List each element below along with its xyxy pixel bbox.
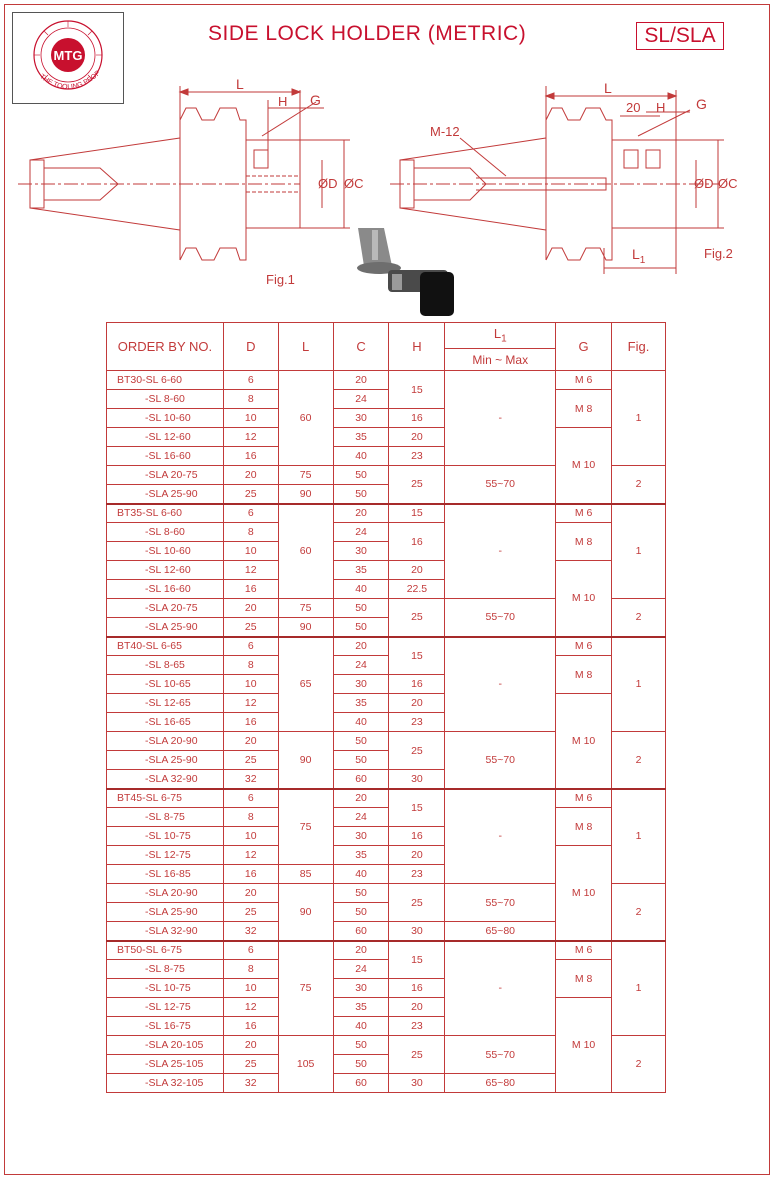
cell-order: -SL 12-65 [107,694,224,713]
cell-d: 6 [223,504,278,523]
cell-d: 6 [223,941,278,960]
cell-order: -SLA 20-105 [107,1036,224,1055]
cell-d: 20 [223,466,278,485]
cell-c: 50 [333,884,389,903]
cell-fig: 2 [612,732,666,789]
cell-l1: 65~80 [445,1074,556,1093]
cell-h: 15 [389,371,445,409]
cell-h: 20 [389,998,445,1017]
table-row [107,523,666,542]
cell-d: 8 [223,656,278,675]
spec-table [106,322,666,1093]
cell-d: 8 [223,390,278,409]
table-header-row [107,323,666,371]
fig2-dim-M12: M-12 [430,124,460,139]
cell-order: -SLA 20-90 [107,884,224,903]
cell-fig: 1 [612,504,666,599]
cell-order: -SL 8-75 [107,960,224,979]
cell-c: 20 [333,504,389,523]
cell-l: 75 [278,789,333,865]
cell-d: 8 [223,960,278,979]
cell-g: M 8 [556,960,612,998]
svg-text:THE TOOLING PEOPLE: THE TOOLING PEOP [38,69,102,92]
cell-d: 10 [223,409,278,428]
cell-c: 35 [333,694,389,713]
cell-order: -SLA 25-90 [107,903,224,922]
cell-d: 20 [223,1036,278,1055]
fig2-dim-L: L [604,80,612,96]
cell-d: 12 [223,428,278,447]
cell-c: 40 [333,447,389,466]
cell-h: 25 [389,884,445,922]
cell-g: M 8 [556,656,612,694]
cell-d: 12 [223,998,278,1017]
cell-c: 50 [333,732,389,751]
cell-c: 35 [333,428,389,447]
cell-c: 60 [333,922,389,941]
cell-c: 40 [333,1017,389,1036]
cell-c: 50 [333,618,389,637]
cell-order: -SLA 25-90 [107,751,224,770]
fig1-dim-L: L [236,76,244,92]
cell-h: 20 [389,694,445,713]
cell-g: M 8 [556,523,612,561]
cell-order: -SL 16-65 [107,713,224,732]
cell-c: 20 [333,789,389,808]
table-row [107,808,666,827]
cell-h: 16 [389,675,445,694]
cell-d: 16 [223,1017,278,1036]
cell-order: -SL 16-60 [107,447,224,466]
cell-c: 30 [333,979,389,998]
cell-l1: - [445,941,556,1036]
cell-fig: 2 [612,466,666,504]
cell-d: 16 [223,713,278,732]
cell-l: 90 [278,618,333,637]
cell-c: 24 [333,523,389,542]
fig2-dim-G: G [696,96,707,112]
cell-order: -SL 8-75 [107,808,224,827]
cell-g: M 6 [556,504,612,523]
spec-table-body [107,371,666,1093]
cell-c: 60 [333,770,389,789]
cell-c: 35 [333,998,389,1017]
cell-c: 50 [333,485,389,504]
cell-d: 25 [223,1055,278,1074]
cell-c: 50 [333,466,389,485]
fig1-drawing [18,86,350,260]
cell-d: 32 [223,922,278,941]
cell-g: M 8 [556,808,612,846]
cell-c: 24 [333,808,389,827]
cell-d: 6 [223,789,278,808]
cell-order: BT35-SL 6-60 [107,504,224,523]
table-row [107,390,666,409]
cell-c: 50 [333,751,389,770]
cell-g: M 10 [556,561,612,637]
cell-g: M 10 [556,846,612,941]
fig1-dim-G: G [310,92,321,108]
technical-drawings [0,0,776,320]
cell-d: 10 [223,827,278,846]
table-row [107,960,666,979]
cell-l: 75 [278,466,333,485]
cell-fig: 1 [612,941,666,1036]
cell-order: -SL 8-65 [107,656,224,675]
cell-d: 12 [223,846,278,865]
cell-c: 60 [333,1074,389,1093]
cell-c: 24 [333,960,389,979]
cell-l1: - [445,371,556,466]
table-row [107,561,666,580]
cell-d: 32 [223,1074,278,1093]
cell-c: 50 [333,1036,389,1055]
cell-h: 16 [389,827,445,846]
cell-l: 65 [278,637,333,732]
cell-d: 16 [223,447,278,466]
cell-c: 20 [333,371,389,390]
table-row [107,637,666,656]
cell-fig: 1 [612,371,666,466]
cell-c: 30 [333,409,389,428]
col-h: H [389,323,445,371]
cell-h: 22.5 [389,580,445,599]
cell-c: 50 [333,1055,389,1074]
table-row [107,998,666,1017]
col-d: D [223,323,278,371]
cell-g: M 10 [556,694,612,789]
cell-c: 20 [333,637,389,656]
cell-h: 23 [389,865,445,884]
cell-d: 6 [223,371,278,390]
product-code-badge: SL/SLA [636,22,724,50]
cell-h: 23 [389,447,445,466]
cell-g: M 8 [556,390,612,428]
cell-l1: 55~70 [445,884,556,922]
cell-fig: 2 [612,1036,666,1093]
cell-d: 8 [223,808,278,827]
table-row [107,941,666,960]
cell-h: 16 [389,979,445,998]
cell-order: -SLA 25-90 [107,485,224,504]
cell-h: 20 [389,428,445,447]
cell-order: -SL 10-75 [107,979,224,998]
holder-photo [357,228,454,316]
cell-d: 6 [223,637,278,656]
col-l: L [278,323,333,371]
cell-h: 25 [389,732,445,770]
cell-order: BT45-SL 6-75 [107,789,224,808]
fig2-dim-L1: $L_1$ [632,246,646,266]
cell-order: -SL 12-75 [107,998,224,1017]
cell-order: BT50-SL 6-75 [107,941,224,960]
cell-c: 40 [333,713,389,732]
cell-h: 20 [389,561,445,580]
cell-d: 16 [223,580,278,599]
cell-order: -SLA 20-75 [107,599,224,618]
fig2-label: Fig.2 [704,246,733,261]
cell-d: 12 [223,561,278,580]
cell-h: 20 [389,846,445,865]
page-title: SIDE LOCK HOLDER (METRIC) [208,22,527,45]
cell-fig: 1 [612,789,666,884]
col-l1: $L_1$ Min ~ Max [445,323,556,371]
table-row [107,789,666,808]
cell-h: 15 [389,789,445,827]
col-order: ORDER BY NO. [107,323,224,371]
cell-g: M 10 [556,998,612,1093]
cell-h: 23 [389,713,445,732]
cell-c: 20 [333,941,389,960]
cell-c: 30 [333,827,389,846]
cell-l: 90 [278,732,333,789]
fig1-dim-D: ØD [318,176,338,191]
cell-g: M 10 [556,428,612,504]
cell-h: 15 [389,637,445,675]
cell-l1: - [445,504,556,599]
cell-d: 20 [223,732,278,751]
cell-g: M 6 [556,371,612,390]
cell-d: 10 [223,675,278,694]
table-row [107,428,666,447]
cell-c: 24 [333,656,389,675]
fig2-dim-C: ØC [718,176,738,191]
fig2-drawing [390,86,724,274]
cell-d: 25 [223,751,278,770]
cell-order: -SL 10-60 [107,409,224,428]
cell-order: -SLA 32-90 [107,922,224,941]
cell-l1: - [445,789,556,884]
cell-c: 24 [333,390,389,409]
cell-h: 30 [389,922,445,941]
cell-order: -SLA 32-90 [107,770,224,789]
cell-order: -SL 10-60 [107,542,224,561]
cell-d: 8 [223,523,278,542]
cell-g: M 6 [556,941,612,960]
cell-order: -SLA 20-75 [107,466,224,485]
cell-order: -SL 12-60 [107,428,224,447]
cell-d: 10 [223,979,278,998]
cell-order: -SLA 25-90 [107,618,224,637]
cell-d: 20 [223,599,278,618]
cell-order: -SLA 20-90 [107,732,224,751]
cell-l1: 55~70 [445,466,556,504]
cell-l1: - [445,637,556,732]
cell-fig: 2 [612,599,666,637]
cell-order: -SLA 32-105 [107,1074,224,1093]
cell-c: 40 [333,865,389,884]
cell-d: 12 [223,694,278,713]
cell-h: 16 [389,409,445,428]
cell-order: -SL 8-60 [107,390,224,409]
table-row [107,846,666,865]
cell-order: -SL 16-85 [107,865,224,884]
cell-h: 25 [389,466,445,504]
cell-fig: 1 [612,637,666,732]
cell-order: -SL 8-60 [107,523,224,542]
cell-d: 25 [223,618,278,637]
cell-h: 23 [389,1017,445,1036]
cell-order: -SL 16-60 [107,580,224,599]
table-row [107,504,666,523]
table-row [107,656,666,675]
cell-h: 15 [389,941,445,979]
col-g: G [556,323,612,371]
cell-d: 25 [223,903,278,922]
cell-c: 30 [333,675,389,694]
cell-order: -SL 10-75 [107,827,224,846]
fig2-dim-20: 20 [626,100,641,115]
cell-l1: 55~70 [445,1036,556,1074]
cell-c: 40 [333,580,389,599]
cell-order: BT40-SL 6-65 [107,637,224,656]
cell-order: -SLA 25-105 [107,1055,224,1074]
cell-order: -SL 12-60 [107,561,224,580]
cell-l: 90 [278,884,333,941]
col-c: C [333,323,389,371]
cell-order: -SL 10-65 [107,675,224,694]
table-row [107,371,666,390]
cell-order: -SL 16-75 [107,1017,224,1036]
cell-d: 20 [223,884,278,903]
cell-d: 16 [223,865,278,884]
cell-c: 50 [333,903,389,922]
cell-d: 10 [223,542,278,561]
cell-l: 90 [278,485,333,504]
fig2-dim-H: H [656,100,666,115]
cell-l: 75 [278,941,333,1036]
svg-text:MTG: MTG [53,48,83,63]
cell-g: M 6 [556,789,612,808]
cell-order: -SL 12-75 [107,846,224,865]
table-row [107,694,666,713]
cell-l1: 65~80 [445,922,556,941]
cell-h: 30 [389,770,445,789]
cell-l: 75 [278,599,333,618]
cell-h: 15 [389,504,445,523]
cell-g: M 6 [556,637,612,656]
fig2-dim-D: ØD [694,176,714,191]
cell-l1: 55~70 [445,599,556,637]
fig1-dim-H: H [278,94,288,109]
cell-l: 105 [278,1036,333,1093]
cell-h: 25 [389,1036,445,1074]
cell-l: 60 [278,371,333,466]
fig1-dim-C: ØC [344,176,364,191]
cell-c: 50 [333,599,389,618]
cell-h: 25 [389,599,445,637]
cell-h: 30 [389,1074,445,1093]
cell-h: 16 [389,523,445,561]
cell-l: 60 [278,504,333,599]
col-fig: Fig. [612,323,666,371]
cell-order: BT30-SL 6-60 [107,371,224,390]
cell-d: 32 [223,770,278,789]
cell-l: 85 [278,865,333,884]
cell-d: 25 [223,485,278,504]
cell-c: 35 [333,561,389,580]
cell-l1: 55~70 [445,732,556,789]
cell-fig: 2 [612,884,666,941]
cell-c: 35 [333,846,389,865]
fig1-label: Fig.1 [266,272,295,287]
cell-c: 30 [333,542,389,561]
